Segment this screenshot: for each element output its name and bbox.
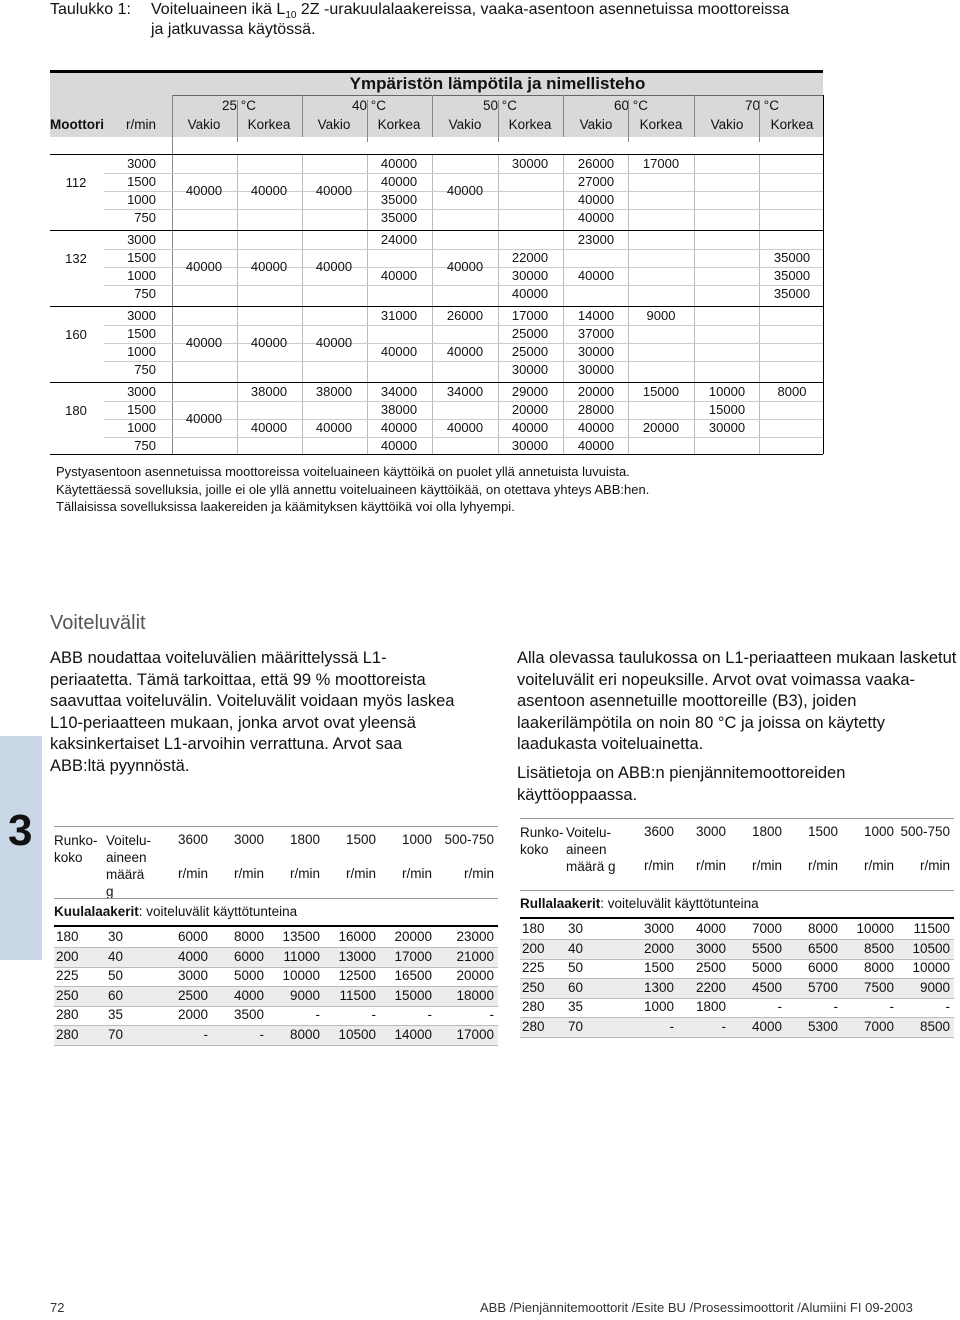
table-notes: [56, 463, 936, 516]
table-cell: 40: [568, 940, 584, 956]
table-cell: 18000: [456, 987, 494, 1003]
table-cell: 30000: [511, 362, 549, 377]
table-cell: 3500: [233, 1007, 264, 1023]
rpm-value: 1500: [127, 250, 156, 265]
table-cell: 4000: [695, 921, 726, 936]
speed-unit: r/min: [290, 866, 320, 881]
table-cell: 16000: [338, 929, 376, 944]
table-cell: 40000: [577, 192, 615, 207]
rpm-value: 3000: [127, 232, 156, 247]
row-rule: [50, 306, 823, 307]
speed-unit: r/min: [752, 858, 782, 873]
rule: [54, 925, 498, 927]
table-cell: 250: [56, 987, 79, 1003]
table-cell: 35: [108, 1007, 124, 1023]
sub-header: Vakio: [187, 117, 221, 132]
table-cell: 40000: [577, 420, 615, 435]
table-cell: 40000: [577, 438, 615, 453]
table-cell: 17000: [511, 308, 549, 323]
table-cell: -: [945, 999, 950, 1015]
subtitle-rest: : voiteluvälit käyttötunteina: [600, 896, 759, 911]
rpm-value: 1500: [127, 326, 156, 341]
grease-amount-header: Voitelu-aineen määrä g: [566, 825, 616, 874]
table-cell: 40000: [380, 438, 418, 453]
table-cell: 8500: [863, 940, 894, 956]
table-cell: 40000: [315, 420, 353, 435]
table-cell: 9000: [919, 979, 950, 995]
sub-header: Korkea: [377, 117, 421, 132]
table-cell: 34000: [446, 384, 484, 399]
table-cell: 30000: [577, 362, 615, 377]
table-cell: 40000: [185, 335, 223, 350]
speed-unit: r/min: [346, 866, 376, 881]
rpm-value: 1000: [127, 192, 156, 207]
table-cell: 9000: [646, 308, 676, 323]
table-cell: 11500: [913, 921, 950, 936]
table-cell: -: [315, 1007, 320, 1023]
row-rule: [50, 154, 823, 155]
grid-line: [628, 100, 629, 142]
table-cell: 40000: [511, 420, 549, 435]
table-cell: 200: [522, 940, 545, 956]
table-cell: 6000: [233, 948, 264, 964]
table-cell: 40000: [185, 183, 223, 198]
table-cell: 25000: [511, 326, 549, 341]
table-cell: 1800: [695, 999, 726, 1015]
motor-size: 132: [65, 251, 87, 266]
table-cell: 26000: [446, 308, 484, 323]
table-cell: 11500: [339, 987, 376, 1003]
table-cell: 10000: [282, 968, 320, 984]
table-cell: 8000: [289, 1027, 320, 1042]
table-cell: 8500: [919, 1019, 950, 1034]
row-rule: [50, 230, 823, 231]
table-cell: 6000: [807, 960, 838, 976]
table-cell: 40000: [380, 268, 418, 283]
grid-line: [432, 95, 433, 137]
table-cell: -: [833, 999, 838, 1015]
rpm-value: 1000: [127, 420, 156, 435]
table-cell: 15000: [708, 402, 746, 417]
table-cell: 13500: [282, 929, 320, 944]
table-caption-label: Taulukko 1:: [50, 1, 131, 18]
table-cell: 9000: [289, 987, 320, 1003]
rpm-value: 750: [134, 362, 156, 377]
section-right-text: Alla olevassa taulukossa on L1-periaatteen mukaan lasketut voiteluvälit eri nopeuksille. Arvot ovat voimassa vaaka-asentoon asennetuille moottoreille (B3), joiden laakerilämpötila on noin 80 °C ja joissa on käytetty laadukasta voiteluainetta.: [517, 649, 957, 753]
speed-header: 3600: [177, 832, 208, 847]
table-cell: 10000: [708, 384, 746, 399]
table-cell: 5000: [751, 960, 782, 976]
speed-unit: r/min: [808, 858, 838, 873]
table-cell: 28000: [577, 402, 615, 417]
table-cell: 8000: [807, 921, 838, 936]
speed-unit: r/min: [178, 866, 208, 881]
table-cell: 26000: [577, 156, 615, 171]
table-cell: 2500: [695, 960, 726, 976]
table-cell: 15000: [642, 384, 680, 399]
table-cell: 40: [108, 948, 124, 964]
table-top-rule: [54, 826, 498, 827]
table-cell: 34000: [380, 384, 418, 399]
table-cell: -: [669, 1019, 674, 1034]
table-cell: 6000: [177, 929, 208, 944]
table-cell: 20000: [511, 402, 549, 417]
subtitle-bold: Kuulalaakerit: [54, 904, 139, 919]
table-cell: 2500: [177, 987, 208, 1003]
table-cell: 20000: [456, 968, 494, 984]
grid-line: [302, 95, 303, 137]
table-cell: 70: [568, 1019, 584, 1034]
table-cell: 7000: [751, 921, 782, 936]
speed-unit: r/min: [464, 866, 494, 881]
speed-header: 3600: [643, 824, 674, 839]
table-cell: 1000: [643, 999, 674, 1015]
speed-header: 500-750: [444, 832, 494, 847]
section-left-text: ABB noudattaa voiteluvälien määrittelyssä L1-periaatetta. Tämä tarkoittaa, että 99 % moottoreista saavuttaa voiteluvälin. Voiteluvälit voidaan myös laskea L10-periaatteen mukaan, jonka arvot ovat yleensä kaksinkertaiset L1-arvoihin verrattuna. Arvot saa ABB:ltä pyynnöstä.: [50, 649, 455, 775]
table-cell: 17000: [642, 156, 680, 171]
table-caption-line2: ja jatkuvassa käytössä.: [151, 21, 316, 38]
section-right-text-2: Lisätietoja on ABB:n pienjännitemoottoreiden käyttöoppaassa.: [517, 764, 846, 804]
rule: [520, 890, 954, 891]
table-cell: 38000: [250, 384, 288, 399]
table-cell: 10000: [912, 960, 950, 976]
table-cell: 25000: [511, 344, 549, 359]
table-cell: 14000: [394, 1027, 432, 1042]
sub-header: Korkea: [508, 117, 552, 132]
table-subtitle: [520, 896, 759, 911]
table-cell: 37000: [577, 326, 615, 341]
temp-header: 25 °C: [222, 98, 256, 113]
sub-header: Vakio: [579, 117, 613, 132]
table-cell: 40000: [250, 183, 288, 198]
row-rule: [104, 325, 823, 326]
table-cell: 40000: [446, 420, 484, 435]
table-cell: 225: [56, 968, 79, 984]
temp-header: 50 °C: [483, 98, 517, 113]
sub-header: Vakio: [317, 117, 351, 132]
table-cell: 40000: [250, 335, 288, 350]
sub-header: Korkea: [770, 117, 814, 132]
row-rule: [50, 382, 823, 383]
speed-unit: r/min: [920, 858, 950, 873]
table-cell: 30000: [511, 438, 549, 453]
table-cell: 8000: [863, 960, 894, 976]
table-cell: 4000: [177, 948, 208, 964]
table-cell: 40000: [250, 259, 288, 274]
table-cell: 8000: [777, 384, 807, 399]
sub-header: Korkea: [639, 117, 683, 132]
table-cell: 10500: [912, 940, 950, 956]
chapter-number: 3: [8, 806, 33, 855]
speed-header: 1000: [401, 832, 432, 847]
table-cell: -: [777, 999, 782, 1015]
table-cell: 5300: [807, 1019, 838, 1034]
table-cell: 27000: [577, 174, 615, 189]
table-cell: 13000: [338, 948, 376, 964]
section-title: Voiteluvälit: [50, 612, 146, 634]
table-cell: 38000: [380, 402, 418, 417]
table-cell: 50: [108, 968, 124, 984]
table-cell: -: [371, 1007, 376, 1023]
table-subtitle: [54, 904, 297, 919]
speed-header: 3000: [233, 832, 264, 847]
speed-unit: r/min: [644, 858, 674, 873]
sub-header: Vakio: [710, 117, 744, 132]
table-cell: 8000: [233, 929, 264, 944]
table-cell: 40000: [577, 210, 615, 225]
speed-unit: r/min: [864, 858, 894, 873]
table-cell: 20000: [394, 929, 432, 944]
table-cell: 15000: [394, 987, 432, 1003]
table-cell: -: [889, 999, 894, 1015]
rule: [54, 898, 498, 899]
rpm-value: 1500: [127, 174, 156, 189]
table-cell: 30000: [708, 420, 746, 435]
motor-size: 180: [65, 403, 87, 418]
rpm-value: 3000: [127, 308, 156, 323]
grid-line: [759, 100, 760, 142]
table-cell: 3000: [643, 921, 674, 936]
temp-header: 40 °C: [352, 98, 386, 113]
table-cell: 40000: [577, 268, 615, 283]
table-cell: 7500: [863, 979, 894, 995]
temp-header: 60 °C: [614, 98, 648, 113]
table-cell: 35: [568, 999, 584, 1015]
table-cell: 225: [522, 960, 545, 976]
table-cell: 40000: [185, 411, 223, 426]
motor-header: Moottori: [50, 117, 104, 132]
table-cell: 280: [56, 1007, 79, 1023]
table-cell: 31000: [380, 308, 418, 323]
table-cell: 40000: [315, 335, 353, 350]
grid-line: [367, 100, 368, 142]
table-cell: 3000: [177, 968, 208, 984]
table-cell: -: [721, 1019, 726, 1034]
table-cell: 180: [522, 921, 545, 936]
table-cell: 6500: [807, 940, 838, 956]
table-cell: 40000: [446, 183, 484, 198]
speed-header: 1500: [345, 832, 376, 847]
table-cell: 17000: [456, 1027, 494, 1042]
table-cell: 20000: [577, 384, 615, 399]
table-cell: 280: [522, 999, 545, 1015]
table-cell: 24000: [380, 232, 418, 247]
table-cell: 38000: [315, 384, 353, 399]
rpm-value: 1500: [127, 402, 156, 417]
table-cell: 60: [108, 987, 124, 1003]
table-cell: 17000: [394, 948, 432, 964]
grid-line: [432, 154, 433, 454]
grid-line: [563, 95, 564, 137]
table-cell: 4000: [751, 1019, 782, 1034]
table-cell: 12500: [338, 968, 376, 984]
table-cell: 40000: [446, 259, 484, 274]
grid-line: [694, 95, 695, 137]
speed-header: 3000: [695, 824, 726, 839]
table-cell: 40000: [380, 156, 418, 171]
table-cell: 11000: [283, 948, 320, 964]
speed-unit: r/min: [402, 866, 432, 881]
table-cell: 23000: [577, 232, 615, 247]
table-cell: 1500: [643, 960, 674, 976]
row-rule: [104, 285, 823, 286]
table-cell: 40000: [380, 174, 418, 189]
speed-header: 1800: [751, 824, 782, 839]
table-cell: 23000: [456, 929, 494, 944]
speed-header: 1800: [289, 832, 320, 847]
table-cell: 10500: [338, 1027, 376, 1042]
subtitle-bold: Rullalaakerit: [520, 896, 601, 911]
table-cell: 5000: [233, 968, 264, 984]
table-cell: 40000: [315, 259, 353, 274]
table-cell: 14000: [577, 308, 615, 323]
speed-unit: r/min: [234, 866, 264, 881]
table-cell: 10000: [856, 921, 894, 936]
group-header: Ympäristön lämpötila ja nimellisteho: [349, 74, 646, 93]
table-cell: 35000: [380, 210, 418, 225]
speed-unit: r/min: [696, 858, 726, 873]
speed-header: 500-750: [900, 824, 950, 839]
row-rule: [104, 209, 823, 210]
note-3: Tällaisissa sovelluksissa laakereiden ja käämityksen käyttöikä voi olla lyhyempi.: [56, 499, 515, 514]
table-cell: 7000: [863, 1019, 894, 1034]
table-cell: 1300: [643, 979, 674, 995]
table-cell: 40000: [511, 286, 549, 301]
table-cell: -: [203, 1027, 208, 1042]
table-cell: 280: [56, 1027, 79, 1042]
table-cell: 30: [108, 929, 124, 944]
table-cell: 40000: [250, 420, 288, 435]
grid-line: [237, 154, 238, 454]
table-cell: 30000: [511, 156, 549, 171]
motor-size: 160: [65, 327, 87, 342]
rpm-value: 1000: [127, 268, 156, 283]
row-rule: [104, 437, 823, 438]
sub-header: Vakio: [448, 117, 482, 132]
group-header-rule: [172, 95, 823, 96]
table-cell: 35000: [773, 286, 811, 301]
table-cell: 3000: [695, 940, 726, 956]
table-cell: 21000: [456, 948, 494, 964]
table-cell: 2200: [695, 979, 726, 995]
header-top-rule: [50, 70, 823, 73]
table-cell: 35000: [773, 250, 811, 265]
table-cell: 50: [568, 960, 584, 976]
table-caption: Voiteluaineen ikä $L_{10}$ 2Z -urakuulalaakereissa, vaaka-asentoon asennetuissa moottoreissa: [151, 1, 790, 22]
frame-size-header: Runko-koko: [54, 833, 98, 865]
rpm-value: 1000: [127, 344, 156, 359]
rpm-value: 750: [134, 438, 156, 453]
table-cell: 30000: [511, 268, 549, 283]
table-cell: 30: [568, 921, 584, 936]
speed-header: 1000: [863, 824, 894, 839]
table-cell: 40000: [446, 344, 484, 359]
table-cell: 35000: [380, 192, 418, 207]
table-cell: 280: [522, 1019, 545, 1034]
table-cell: -: [427, 1007, 432, 1023]
table-bottom-rule: [50, 454, 823, 455]
note-1: Pystyasentoon asennetuissa moottoreissa voiteluaineen käyttöikä on puolet yllä annetuista luvuista.: [56, 464, 630, 479]
rpm-value: 750: [134, 210, 156, 225]
table-cell: 2000: [177, 1007, 208, 1023]
row-rule: [104, 249, 823, 250]
table-cell: 60: [568, 979, 584, 995]
table-cell: 29000: [511, 384, 549, 399]
table-cell: 40000: [380, 344, 418, 359]
table-cell: 40000: [315, 183, 353, 198]
table-cell: 35000: [773, 268, 811, 283]
table-cell: 40000: [185, 259, 223, 274]
table-cell: 16500: [394, 968, 432, 984]
table-cell: 5500: [751, 940, 782, 956]
motor-size: 112: [65, 175, 87, 190]
row-rule: [104, 173, 823, 174]
frame-size-header: Runko-koko: [520, 825, 564, 857]
row-rule: [520, 1037, 954, 1038]
row-rule: [104, 361, 823, 362]
subtitle-rest: : voiteluvälit käyttötunteina: [138, 904, 298, 919]
table-cell: 30000: [577, 344, 615, 359]
table-cell: 40000: [380, 420, 418, 435]
table-cell: 70: [108, 1027, 124, 1042]
rpm-value: 3000: [127, 384, 156, 399]
rpm-header: r/min: [126, 117, 156, 132]
table-cell: 20000: [642, 420, 680, 435]
table-top-rule: [520, 818, 954, 819]
table-cell: -: [489, 1007, 494, 1023]
table-cell: 2000: [643, 940, 674, 956]
temp-header: 70 °C: [745, 98, 779, 113]
rule: [520, 917, 954, 919]
table-cell: 250: [522, 979, 545, 995]
grid-line: [302, 154, 303, 454]
table-cell: 4000: [233, 987, 264, 1003]
rpm-value: 750: [134, 286, 156, 301]
row-rule: [54, 1045, 498, 1046]
grid-line: [237, 100, 238, 142]
table-cell: 5700: [807, 979, 838, 995]
table-cell: 200: [56, 948, 79, 964]
table-cell: 4500: [751, 979, 782, 995]
grease-amount-header: Voitelu-aineen määrä g: [106, 833, 152, 899]
table-cell: -: [259, 1027, 264, 1042]
table-cell: 22000: [511, 250, 549, 265]
speed-header: 1500: [807, 824, 838, 839]
grid-line: [498, 100, 499, 142]
footer-text: ABB /Pienjännitemoottorit /Esite BU /Prosessimoottorit /Alumiini FI 09-2003: [480, 1300, 913, 1315]
rpm-value: 3000: [127, 156, 156, 171]
table-cell: 180: [56, 929, 79, 944]
sub-header: Korkea: [247, 117, 291, 132]
page-number: 72: [50, 1300, 65, 1315]
note-2: Käytettäessä sovelluksia, joille ei ole yllä annettu voiteluaineen käyttöikää, on otettava yhteys ABB:hen.: [56, 481, 650, 497]
